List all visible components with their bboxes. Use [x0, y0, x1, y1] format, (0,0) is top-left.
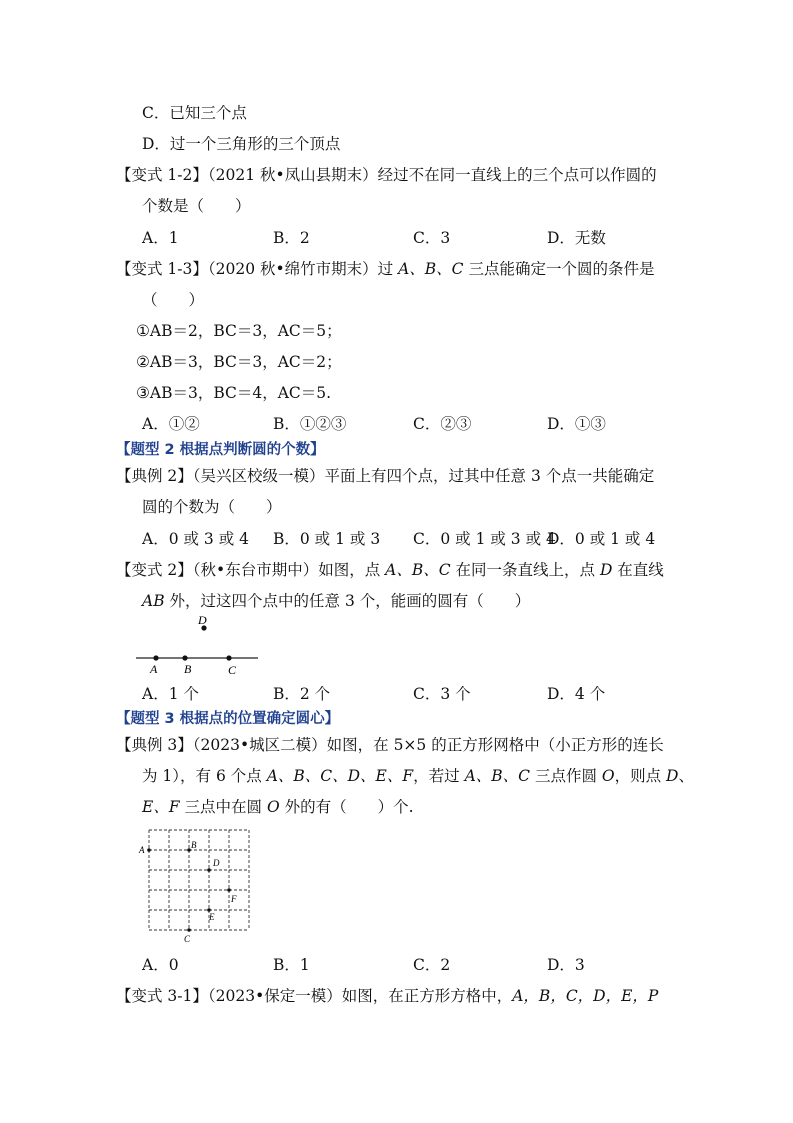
option-d: D．无数 [547, 229, 606, 247]
question-text: 三点中在圆 [179, 798, 267, 816]
point-name: D [599, 561, 613, 579]
option-a: A．1 个 [142, 685, 199, 703]
grid-point-c [187, 928, 191, 932]
grid-point-d [207, 868, 211, 872]
variant-1-3-line2: （ ） [142, 291, 205, 309]
question-text: （吴兴区校级一模）平面上有四个点，过其中任意 3 个点一共能确定 [192, 467, 655, 485]
question-text: ，则点 [614, 767, 667, 785]
option-b: B．2 个 [273, 685, 331, 703]
point-b [182, 655, 187, 660]
variant-1-2-line1 [116, 165, 657, 185]
point-names: A、B、C [464, 767, 531, 785]
line-name: AB [142, 592, 165, 610]
point-names: A、B、C [398, 260, 464, 278]
question-text: 外的有（ ）个. [279, 798, 414, 816]
question-text: 在同一条直线上，点 [450, 561, 600, 579]
question-text: 三点作圆 [530, 767, 602, 785]
point-names: A，B，C，D，E，P [512, 987, 659, 1005]
variant-tag: 【变式 1-2】 [116, 166, 208, 184]
grid-label-f: F [231, 894, 237, 904]
example-2-line2: 圆的个数为（ ） [142, 498, 282, 516]
example-3-line3 [142, 797, 414, 817]
point-names: A、B、C、D、E、F [266, 767, 414, 785]
option-d: D．4 个 [547, 685, 606, 703]
condition-2: ②AB＝3，BC＝3，AC＝2； [136, 353, 342, 371]
example-tag: 【典例 2】 [116, 467, 193, 485]
example-3-line2: 为 1），有 6 个点 A、B、C、D、E、F，若过 A、B、C 三点作圆 O，则点 D、 [142, 767, 694, 785]
variant-tag: 【变式 1-3】 [116, 260, 208, 278]
question-text: 在直线 [612, 561, 664, 579]
option-d: D．①③ [547, 415, 606, 433]
option-c: C．2 [413, 956, 451, 974]
example-tag: 【典例 3】 [116, 736, 193, 754]
variant-3-1-line1 [116, 986, 658, 1006]
option-d: D．0 或 1 或 4 [547, 530, 656, 548]
circle-name: O [601, 767, 615, 785]
label-c: C [228, 663, 237, 677]
point-a [153, 655, 158, 660]
example-2-line1 [116, 466, 654, 486]
variant-tag: 【变式 3-1】 [116, 987, 208, 1005]
option-c: C．0 或 1 或 3 或 4 [413, 530, 556, 548]
dashed-grid [149, 830, 249, 930]
variant-tag: 【变式 2】 [116, 561, 193, 579]
question-text: （2021 秋•凤山县期末）经过不在同一直线上的三个点可以作圆的 [207, 166, 657, 184]
option-a: A．1 [142, 229, 179, 247]
option-d: D．3 [547, 956, 585, 974]
point-name: D [666, 767, 679, 785]
variant-1-3-line1 [116, 259, 654, 279]
question-text: （秋•东台市期中）如图，点 [192, 561, 386, 579]
option-c: C．已知三个点 [142, 104, 247, 122]
grid-label-c: C [184, 934, 191, 944]
option-a: A．①② [142, 415, 200, 433]
label-d: D [198, 613, 207, 627]
option-b: B．0 或 1 或 3 [273, 530, 381, 548]
point-names: E、F [142, 798, 180, 816]
option-a: A．0 [142, 956, 179, 974]
option-b: B．1 [273, 956, 310, 974]
grid-figure [135, 824, 260, 949]
question-text: （2023•城区二模）如图，在 5×5 的正方形网格中（小正方形的连长 [192, 736, 664, 754]
example-3-line1 [116, 735, 664, 755]
question-text: 为 1），有 6 个点 [142, 767, 267, 785]
condition-3: ③AB＝3，BC＝4，AC＝5. [136, 384, 332, 402]
option-c: C．②③ [413, 415, 472, 433]
option-c: C．3 个 [413, 685, 471, 703]
question-text: （2020 秋•绵竹市期末）过 [207, 260, 399, 278]
circle-name: O [266, 798, 280, 816]
variant-1-2-line2: 个数是（ ） [142, 197, 251, 215]
section-header-3: 【题型 3 根据点的位置确定圆心】 [116, 711, 340, 727]
section-header-2: 【题型 2 根据点判断圆的个数】 [116, 442, 325, 458]
grid-label-e: E [209, 912, 215, 922]
grid-label-b: B [191, 840, 197, 850]
label-b: B [184, 662, 192, 676]
option-c: C．3 [413, 229, 451, 247]
option-b: B．2 [273, 229, 310, 247]
point-c [226, 655, 231, 660]
point-names: A、B、C [385, 561, 451, 579]
grid-label-d: D [213, 858, 220, 868]
question-text: 外，过这四个点中的任意 3 个，能画的圆有（ ） [164, 592, 531, 610]
question-text: 三点能确定一个圆的条件是 [463, 260, 655, 278]
grid-point-a [147, 848, 151, 852]
grid-point-f [227, 888, 231, 892]
option-a: A．0 或 3 或 4 [142, 530, 249, 548]
condition-1: ①AB＝2，BC＝3，AC＝5； [136, 322, 342, 340]
line-points-figure [130, 612, 265, 680]
label-a: A [150, 662, 158, 676]
grid-label-a: A [139, 845, 145, 855]
question-text: （2023•保定一模）如图，在正方形方格中， [207, 987, 513, 1005]
option-d: D．过一个三角形的三个顶点 [142, 135, 341, 153]
option-b: B．①②③ [273, 415, 347, 433]
variant-2-line1 [116, 560, 664, 580]
variant-2-line2 [142, 591, 530, 611]
question-text: ，若过 [413, 767, 465, 785]
